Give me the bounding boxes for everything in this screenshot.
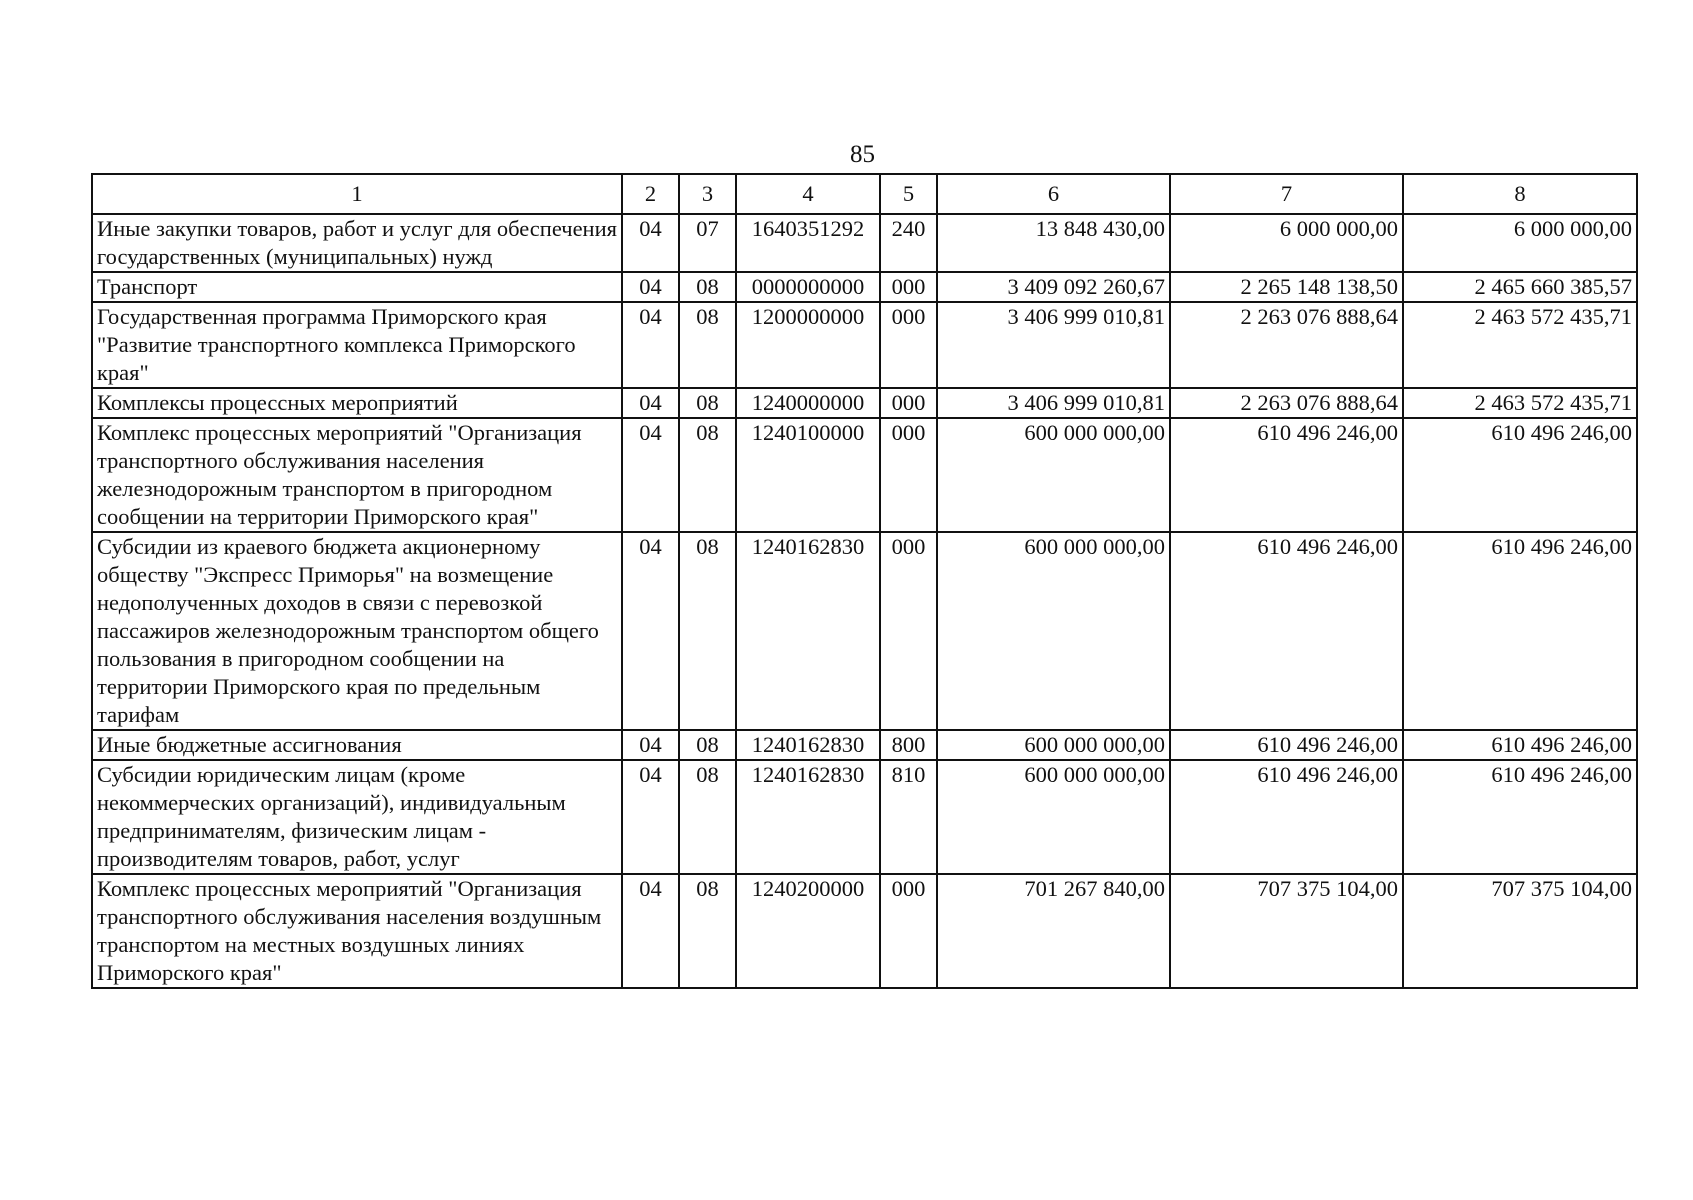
row-amount-col6: 701 267 840,00: [937, 874, 1170, 988]
row-expense-type: 000: [880, 418, 937, 532]
column-header-5: 5: [880, 174, 937, 214]
row-amount-col6: 13 848 430,00: [937, 214, 1170, 272]
row-razdel: 04: [622, 730, 679, 760]
row-amount-col6: 600 000 000,00: [937, 730, 1170, 760]
row-amount-col8: 2 465 660 385,57: [1403, 272, 1637, 302]
row-name: Комплекс процессных мероприятий "Организация транспортного обслуживания населения железнодорожным транспортом в пригородном сообщении на территории Приморского края": [92, 418, 622, 532]
row-target-article: 1240200000: [736, 874, 880, 988]
table-row: [92, 302, 1637, 388]
row-name: Иные бюджетные ассигнования: [92, 730, 622, 760]
row-amount-col7: 2 263 076 888,64: [1170, 388, 1403, 418]
table-row: [92, 214, 1637, 272]
row-amount-col6: 3 406 999 010,81: [937, 302, 1170, 388]
column-header-6: 6: [937, 174, 1170, 214]
page-number: 85: [850, 141, 875, 168]
table-row: [92, 760, 1637, 874]
row-razdel: 04: [622, 214, 679, 272]
row-expense-type: 000: [880, 388, 937, 418]
row-amount-col8: 610 496 246,00: [1403, 532, 1637, 730]
row-target-article: 1640351292: [736, 214, 880, 272]
row-amount-col7: 707 375 104,00: [1170, 874, 1403, 988]
row-razdel: 04: [622, 418, 679, 532]
row-podrazdel: 07: [679, 214, 736, 272]
row-podrazdel: 08: [679, 874, 736, 988]
row-expense-type: 810: [880, 760, 937, 874]
table-row: [92, 388, 1637, 418]
row-amount-col6: 3 409 092 260,67: [937, 272, 1170, 302]
row-target-article: 1240162830: [736, 760, 880, 874]
row-amount-col6: 600 000 000,00: [937, 532, 1170, 730]
row-podrazdel: 08: [679, 272, 736, 302]
row-name: Государственная программа Приморского края "Развитие транспортного комплекса Приморского края": [92, 302, 622, 388]
table-row: [92, 418, 1637, 532]
row-name: Комплексы процессных мероприятий: [92, 388, 622, 418]
row-name: Субсидии юридическим лицам (кроме некоммерческих организаций), индивидуальным предпринимателям, физическим лицам - производителям товаров, работ, услуг: [92, 760, 622, 874]
row-amount-col8: 610 496 246,00: [1403, 418, 1637, 532]
header-row: [92, 174, 1637, 214]
row-name: Субсидии из краевого бюджета акционерному обществу "Экспресс Приморья" на возмещение недополученных доходов в связи с перевозкой пассажиров железнодорожным транспортом общего пользования в пригородном сообщении на территории Приморского края по предельным тарифам: [92, 532, 622, 730]
row-amount-col8: 610 496 246,00: [1403, 730, 1637, 760]
table-row: [92, 730, 1637, 760]
row-expense-type: 000: [880, 532, 937, 730]
column-header-3: 3: [679, 174, 736, 214]
budget-table: [91, 173, 1638, 989]
row-expense-type: 000: [880, 272, 937, 302]
row-expense-type: 000: [880, 302, 937, 388]
row-razdel: 04: [622, 388, 679, 418]
row-amount-col8: 707 375 104,00: [1403, 874, 1637, 988]
column-header-8: 8: [1403, 174, 1637, 214]
row-amount-col8: 610 496 246,00: [1403, 760, 1637, 874]
row-razdel: 04: [622, 272, 679, 302]
row-amount-col7: 610 496 246,00: [1170, 532, 1403, 730]
row-amount-col6: 3 406 999 010,81: [937, 388, 1170, 418]
column-header-2: 2: [622, 174, 679, 214]
row-name: Комплекс процессных мероприятий "Организация транспортного обслуживания населения воздушным транспортом на местных воздушных линиях Приморского края": [92, 874, 622, 988]
row-razdel: 04: [622, 302, 679, 388]
row-podrazdel: 08: [679, 302, 736, 388]
row-amount-col7: 2 263 076 888,64: [1170, 302, 1403, 388]
row-name: Иные закупки товаров, работ и услуг для обеспечения государственных (муниципальных) нужд: [92, 214, 622, 272]
row-podrazdel: 08: [679, 532, 736, 730]
row-target-article: 1240000000: [736, 388, 880, 418]
row-expense-type: 800: [880, 730, 937, 760]
row-podrazdel: 08: [679, 730, 736, 760]
row-amount-col7: 610 496 246,00: [1170, 418, 1403, 532]
row-amount-col7: 2 265 148 138,50: [1170, 272, 1403, 302]
row-podrazdel: 08: [679, 388, 736, 418]
row-target-article: 1240162830: [736, 532, 880, 730]
row-expense-type: 000: [880, 874, 937, 988]
row-podrazdel: 08: [679, 418, 736, 532]
row-amount-col7: 6 000 000,00: [1170, 214, 1403, 272]
row-target-article: 0000000000: [736, 272, 880, 302]
row-name: Транспорт: [92, 272, 622, 302]
row-target-article: 1200000000: [736, 302, 880, 388]
row-amount-col8: 2 463 572 435,71: [1403, 388, 1637, 418]
column-header-7: 7: [1170, 174, 1403, 214]
row-amount-col7: 610 496 246,00: [1170, 760, 1403, 874]
column-header-1: 1: [92, 174, 622, 214]
row-razdel: 04: [622, 760, 679, 874]
row-razdel: 04: [622, 532, 679, 730]
row-target-article: 1240162830: [736, 730, 880, 760]
row-target-article: 1240100000: [736, 418, 880, 532]
row-podrazdel: 08: [679, 760, 736, 874]
row-amount-col7: 610 496 246,00: [1170, 730, 1403, 760]
row-razdel: 04: [622, 874, 679, 988]
table-row: [92, 874, 1637, 988]
table-row: [92, 532, 1637, 730]
row-amount-col6: 600 000 000,00: [937, 760, 1170, 874]
row-amount-col8: 2 463 572 435,71: [1403, 302, 1637, 388]
row-expense-type: 240: [880, 214, 937, 272]
row-amount-col6: 600 000 000,00: [937, 418, 1170, 532]
row-amount-col8: 6 000 000,00: [1403, 214, 1637, 272]
column-header-4: 4: [736, 174, 880, 214]
table-row: [92, 272, 1637, 302]
